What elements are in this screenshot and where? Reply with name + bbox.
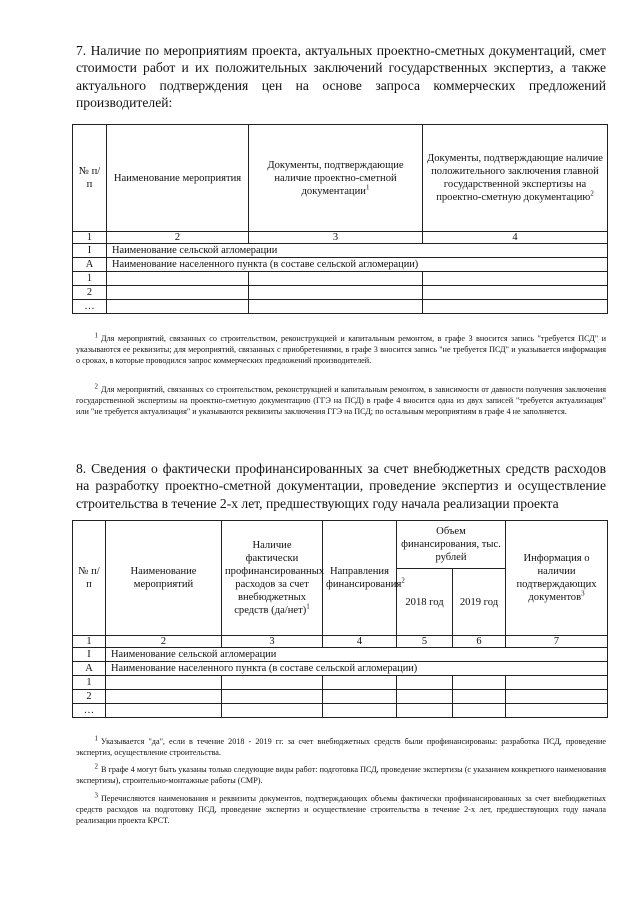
col-num-header: № п/п: [73, 521, 106, 636]
empty-cell: [323, 690, 397, 704]
row-number: 2: [73, 286, 107, 300]
section-8-heading: 8. Сведения о фактически профинансированных за счет внебюджетных средств расходов на разработку проектно-сметной документации, проведение экспертиз и осуществление строительства в течение 2-х лет, предшествующих году начала реализации проекта: [76, 461, 606, 511]
footnote-mark: 2: [94, 762, 98, 771]
column-number: 3: [249, 232, 423, 244]
footnote-text: Для мероприятий, связанных со строительством, реконструкцией и капитальным ремонтом, в графе 3 вносится запись "требуется ПСД" и указываются ее реквизиты; для мероприятий, связанных с приобретениями, в графе 3 вносится запись "не требуется ПСД" и указывается информация о сроках, в которые проводился запрос коммерческих предложений производителей.: [76, 334, 606, 366]
col-directions-header-text: Направления финансирования: [326, 566, 402, 590]
footnote-mark: 3: [94, 791, 98, 800]
table-row: [73, 690, 608, 704]
empty-cell: [506, 676, 608, 690]
table-row-agglomeration: [73, 648, 608, 662]
col-availability-header-text: Наличие фактически профинансированных расходов за счет внебюджетных средств (да/нет): [225, 540, 325, 616]
empty-cell: [107, 272, 249, 286]
empty-cell: [249, 286, 423, 300]
footnote-7-2: [76, 384, 606, 418]
section-7-table: [72, 124, 608, 314]
footnote-8-3: [76, 793, 606, 827]
row-number: А: [73, 258, 107, 272]
table-row: [73, 272, 608, 286]
column-number: 1: [73, 232, 107, 244]
empty-cell: [106, 704, 222, 718]
empty-cell: [453, 690, 506, 704]
agglomeration-name-cell: Наименование сельской агломерации: [106, 648, 608, 662]
col-directions-header: [323, 521, 405, 636]
column-number: 6: [453, 636, 506, 648]
column-number: 7: [506, 636, 608, 648]
footnote-text: Для мероприятий, связанных со строительством, реконструкцией и капитальным ремонтом, в зависимости от давности получения заключения государственной экспертизы на проектно-сметную документацию (ГГЭ на ПСД) в графе 4 вносится одна из двух записей "требуется актуализация" или "не требуется актуализация" и указываются реквизиты заключения ГГЭ на ПСД; по остальным мероприятиям в графе 4 не заполняется.: [76, 385, 606, 417]
footnote-ref-1: 1: [365, 182, 370, 191]
empty-cell: [222, 704, 323, 718]
col-info-header-text: Информация о наличии подтверждающих документов: [516, 553, 597, 603]
col-psd-header: [249, 125, 423, 232]
empty-cell: [107, 300, 249, 314]
empty-cell: [249, 272, 423, 286]
row-number: 1: [73, 272, 107, 286]
footnote-7-1: [76, 333, 606, 367]
empty-cell: [222, 676, 323, 690]
column-number: 4: [423, 232, 608, 244]
empty-cell: [222, 690, 323, 704]
table-row: [73, 704, 608, 718]
col-volume-header: Объем финансирования, тыс. рублей: [397, 521, 506, 569]
col-psd-header-text: Документы, подтверждающие наличие проектно-сметной документации: [267, 159, 404, 197]
row-number: А: [73, 662, 106, 676]
column-number: 2: [106, 636, 222, 648]
section-7-heading: 7. Наличие по мероприятиям проекта, актуальных проектно-сметных документаций, смет стоимости работ и их положительных заключений государственных экспертиз, а также актуального подтверждения цен на основе запроса коммерческих предложений производителей:: [76, 43, 606, 111]
settlement-name-cell: Наименование населенного пункта (в составе сельской агломерации): [107, 258, 608, 272]
col-expertise-header-text: Документы, подтверждающие наличие положительного заключения главной государственной экспертизы на проектно-сметную документацию: [426, 153, 604, 203]
column-number: 2: [107, 232, 249, 244]
footnote-mark: 1: [94, 331, 98, 340]
empty-cell: [423, 286, 608, 300]
column-number: 3: [222, 636, 323, 648]
row-number: …: [73, 300, 107, 314]
row-number: 1: [73, 676, 106, 690]
footnote-text: В графе 4 могут быть указаны только следующие виды работ: подготовка ПСД, проведение экспертизы (с указанием конкретного наименования экспертизы), строительно-монтажные работы (СМР).: [76, 765, 606, 786]
table-row-settlement: [73, 258, 608, 272]
table-row-settlement: [73, 662, 608, 676]
settlement-name-cell: Наименование населенного пункта (в составе сельской агломерации): [106, 662, 608, 676]
footnote-8-1: [76, 736, 606, 758]
col-year-2018-header: 2018 год: [397, 569, 453, 636]
empty-cell: [397, 676, 453, 690]
table-row: [73, 286, 608, 300]
empty-cell: [106, 676, 222, 690]
column-number: 4: [323, 636, 397, 648]
section-8-table: [72, 520, 608, 718]
footnote-ref-1: 1: [306, 602, 310, 611]
column-number: 1: [73, 636, 106, 648]
footnote-8-2: [76, 764, 606, 786]
empty-cell: [453, 676, 506, 690]
footnote-text: Перечисляются наименования и реквизиты документов, подтверждающих объемы фактически профинансированных за счет внебюджетных средств расходов на подготовку ПСД, проведение экспертиз и осуществление строительства в течение 2-х лет, предшествующих году начала реализации проекта КРСТ.: [76, 794, 606, 826]
footnote-ref-3: 3: [581, 589, 585, 598]
row-number: …: [73, 704, 106, 718]
empty-cell: [249, 300, 423, 314]
col-num-header: № п/п: [73, 125, 107, 232]
empty-cell: [107, 286, 249, 300]
column-number: 5: [397, 636, 453, 648]
empty-cell: [423, 272, 608, 286]
footnote-ref-2: 2: [401, 576, 405, 585]
col-expertise-header: [423, 125, 608, 232]
row-number: I: [73, 648, 106, 662]
footnote-mark: 1: [94, 734, 98, 743]
row-number: 2: [73, 690, 106, 704]
footnote-text: Указывается "да", если в течение 2018 - 2019 гг. за счет внебюджетных средств были профинансированы: разработка ПСД, проведение экспертиз, осуществление строительства.: [76, 737, 606, 758]
column-number-row: [73, 636, 608, 648]
row-number: I: [73, 244, 107, 258]
agglomeration-name-cell: Наименование сельской агломерации: [107, 244, 608, 258]
empty-cell: [453, 704, 506, 718]
empty-cell: [397, 690, 453, 704]
empty-cell: [506, 704, 608, 718]
col-info-header: [506, 521, 608, 636]
empty-cell: [506, 690, 608, 704]
table-row: [73, 300, 608, 314]
empty-cell: [323, 704, 397, 718]
col-year-2019-header: 2019 год: [453, 569, 506, 636]
table-row: [73, 676, 608, 690]
table-header-row: [73, 125, 608, 232]
empty-cell: [106, 690, 222, 704]
footnote-mark: 2: [94, 382, 98, 391]
col-name-header: Наименование мероприятия: [107, 125, 249, 232]
table-row-agglomeration: [73, 244, 608, 258]
empty-cell: [397, 704, 453, 718]
empty-cell: [423, 300, 608, 314]
table-header-row: [73, 521, 608, 569]
col-name-header: Наименование мероприятий: [106, 521, 222, 636]
column-number-row: [73, 232, 608, 244]
footnote-ref-2: 2: [590, 189, 594, 198]
empty-cell: [323, 676, 397, 690]
col-availability-header: [222, 521, 323, 636]
